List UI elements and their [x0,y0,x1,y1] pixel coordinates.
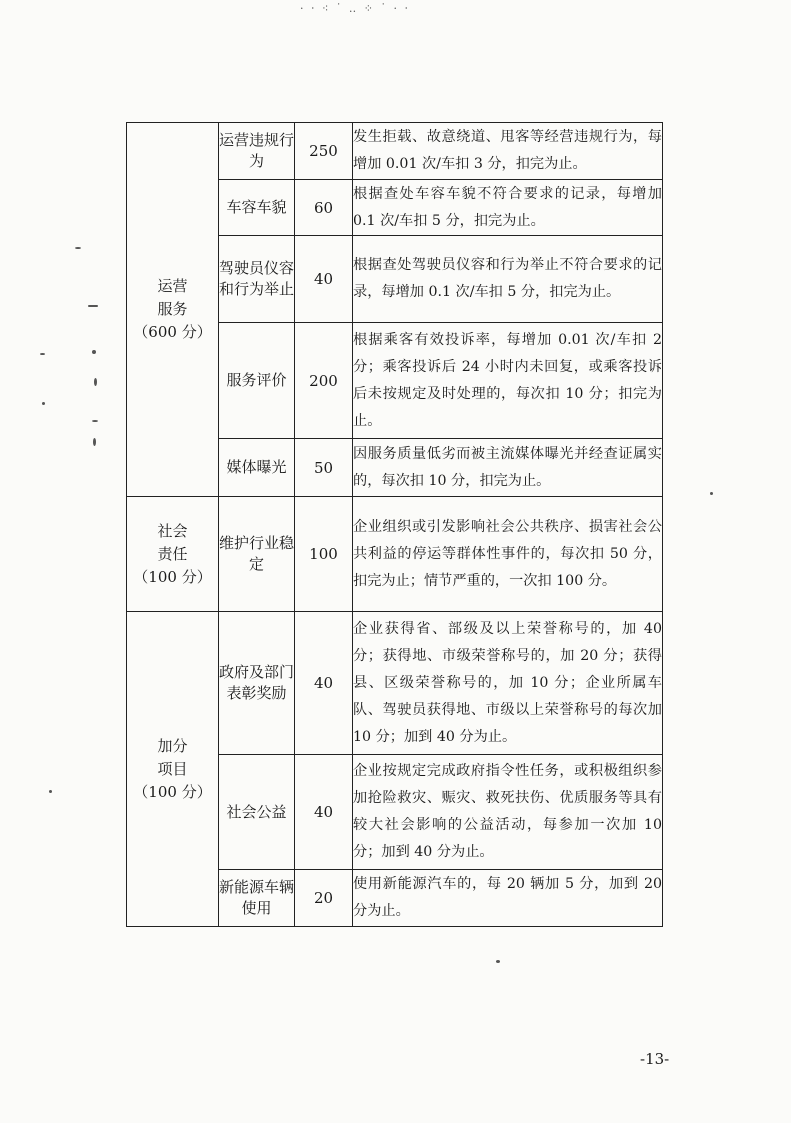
category-bonus-items: 加分 项目 （100 分） [127,612,219,927]
item-desc: 企业按规定完成政府指令性任务，或积极组织参加抢险救灾、赈灾、救死扶伤、优质服务等具有较大社会影响的公益活动，每参加一次加 10 分；加到 40 分为止。 [353,755,663,870]
item-desc: 因服务质量低劣而被主流媒体曝光并经查证属实的，每次扣 10 分，扣完为止。 [353,439,663,497]
item-points: 100 [295,497,353,612]
item-name: 新能源车辆使用 [219,870,295,927]
item-name: 驾驶员仪容和行为举止 [219,236,295,323]
item-points: 250 [295,123,353,180]
category-operation-service: 运营 服务 （600 分） [127,123,219,497]
scan-speck [75,247,81,249]
page-number: -13- [640,1050,670,1068]
item-points: 50 [295,439,353,497]
scan-speck [710,492,713,495]
table-row [127,123,663,180]
item-name: 社会公益 [219,755,295,870]
item-name: 媒体曝光 [219,439,295,497]
item-points: 40 [295,612,353,755]
item-name: 车容车貌 [219,180,295,236]
item-points: 200 [295,323,353,439]
category-social-responsibility: 社会 责任 （100 分） [127,497,219,612]
scan-speck [92,350,96,354]
item-name: 政府及部门表彰奖励 [219,612,295,755]
table-row [127,497,663,612]
item-points: 60 [295,180,353,236]
scan-speck [42,402,45,405]
item-name: 维护行业稳定 [219,497,295,612]
item-points: 40 [295,755,353,870]
scan-speck [94,378,97,386]
scan-speck [40,353,45,355]
scan-speck [88,305,98,307]
scan-speck [93,438,96,446]
scan-noise: · ‧ ⁖ ˙ ‥ ⁘ ˙ · ‧ [300,2,410,15]
item-desc: 根据乘客有效投诉率，每增加 0.01 次/车扣 2 分；乘客投诉后 24 小时内未回复，或乘客投诉后未按规定及时处理的，每次扣 10 分；扣完为止。 [353,323,663,439]
item-desc: 企业组织或引发影响社会公共秩序、损害社会公共利益的停运等群体性事件的，每次扣 50 分，扣完为止；情节严重的，一次扣 100 分。 [353,497,663,612]
scoring-table [126,122,663,927]
item-desc: 企业获得省、部级及以上荣誉称号的，加 40 分；获得地、市级荣誉称号的，加 20 分；获得县、区级荣誉称号的，加 10 分；企业所属车队、驾驶员获得地、市级以上荣誉称号的每次加 10 分；加到 40 分为止。 [353,612,663,755]
scan-speck [496,960,500,963]
item-name: 服务评价 [219,323,295,439]
scan-speck [49,790,52,793]
scan-speck [92,420,98,422]
item-desc: 发生拒载、故意绕道、甩客等经营违规行为，每增加 0.01 次/车扣 3 分，扣完为止。 [353,123,663,180]
item-points: 20 [295,870,353,927]
table-row [127,612,663,755]
item-desc: 使用新能源汽车的，每 20 辆加 5 分，加到 20 分为止。 [353,870,663,927]
item-name: 运营违规行为 [219,123,295,180]
item-desc: 根据查处驾驶员仪容和行为举止不符合要求的记录，每增加 0.1 次/车扣 5 分，扣完为止。 [353,236,663,323]
item-desc: 根据查处车容车貌不符合要求的记录，每增加 0.1 次/车扣 5 分，扣完为止。 [353,180,663,236]
item-points: 40 [295,236,353,323]
